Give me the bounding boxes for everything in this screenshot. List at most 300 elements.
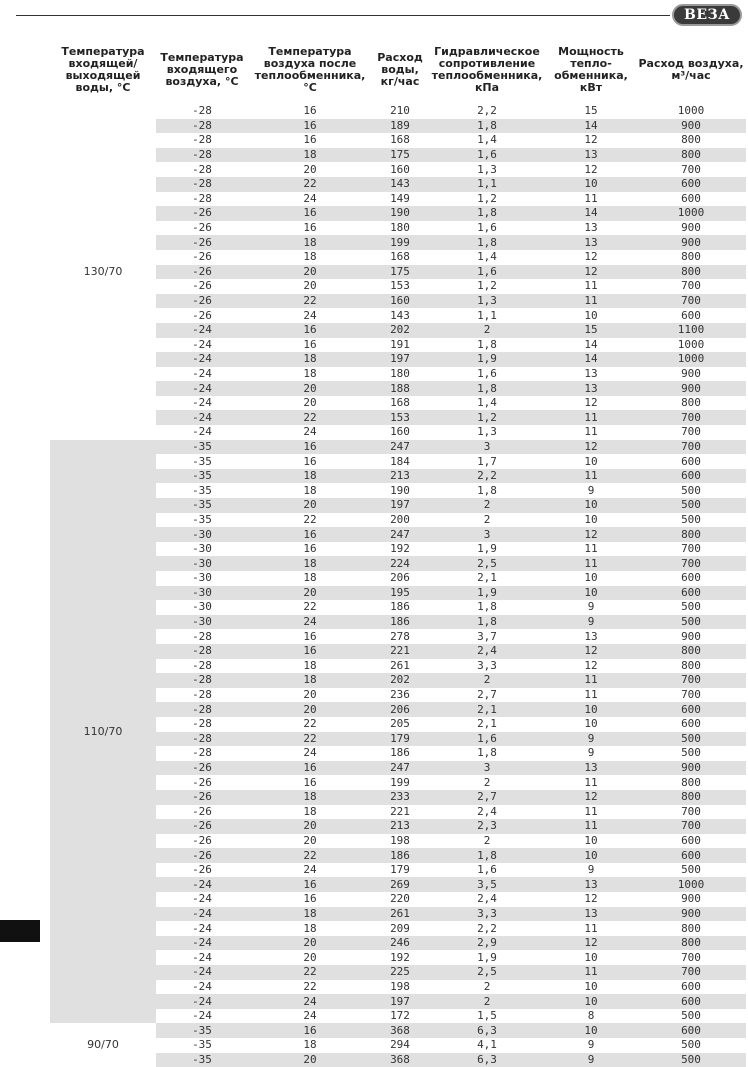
water-flow-cell: 206 <box>372 702 428 717</box>
water-flow-cell: 278 <box>390 629 410 643</box>
air-in-temp-cell: -30 <box>156 586 248 601</box>
air-out-temp-cell: 24 <box>303 863 317 877</box>
page-edge-tab <box>0 920 40 942</box>
air-in-temp-cell: -24 <box>156 907 248 922</box>
water-flow-cell: 247 <box>372 527 428 542</box>
water-flow-cell: 294 <box>390 1038 410 1052</box>
air-out-temp-cell: 18 <box>248 352 372 367</box>
water-flow-cell: 195 <box>372 586 428 601</box>
power-cell: 14 <box>546 206 636 221</box>
power-cell: 12 <box>546 790 636 805</box>
air-out-temp-cell: 16 <box>303 133 317 147</box>
power-cell: 10 <box>546 702 636 717</box>
power-cell: 11 <box>584 775 598 789</box>
air-flow-cell: 1100 <box>636 323 746 338</box>
hydraulic-resistance-cell: 1,2 <box>428 410 546 425</box>
air-out-temp-cell: 18 <box>303 658 317 672</box>
air-flow-cell: 900 <box>636 119 746 134</box>
water-flow-cell: 197 <box>372 994 428 1009</box>
water-flow-cell: 180 <box>390 366 410 380</box>
hydraulic-resistance-cell: 2 <box>483 833 491 847</box>
air-out-temp-cell: 22 <box>248 410 372 425</box>
air-flow-cell: 800 <box>681 775 701 789</box>
air-in-temp-cell: -24 <box>156 936 248 951</box>
power-cell: 11 <box>546 469 636 484</box>
hydraulic-resistance-cell: 2,9 <box>428 936 546 951</box>
hydraulic-resistance-cell: 3 <box>428 440 546 455</box>
water-temp-group-label: 110/70 <box>50 440 156 1024</box>
power-cell: 8 <box>587 1009 595 1023</box>
table-body <box>50 104 746 1067</box>
heater-spec-table <box>50 36 746 1067</box>
water-flow-cell: 213 <box>372 819 428 834</box>
water-flow-cell: 198 <box>390 833 410 847</box>
air-out-temp-cell: 22 <box>248 177 372 192</box>
air-out-temp-cell: 16 <box>303 337 317 351</box>
power-cell: 14 <box>546 119 636 134</box>
hydraulic-resistance-cell: 2 <box>428 994 546 1009</box>
air-out-temp-cell: 20 <box>303 162 317 176</box>
power-cell: 12 <box>546 265 636 280</box>
hydraulic-resistance-cell: 6,3 <box>428 1023 546 1038</box>
air-in-temp-cell: -28 <box>156 119 248 134</box>
hydraulic-resistance-cell: 1,8 <box>428 235 546 250</box>
hydraulic-resistance-cell: 3,3 <box>477 658 497 672</box>
water-flow-cell: 246 <box>372 936 428 951</box>
air-flow-cell: 600 <box>681 979 701 993</box>
power-cell: 11 <box>584 542 598 556</box>
air-out-temp-cell: 18 <box>248 673 372 688</box>
air-in-temp-cell: -28 <box>192 104 212 118</box>
power-cell: 10 <box>584 512 598 526</box>
air-in-temp-cell: -24 <box>156 352 248 367</box>
air-in-temp-cell: -30 <box>192 571 212 585</box>
power-cell: 12 <box>584 892 598 906</box>
air-flow-cell: 600 <box>681 308 701 322</box>
air-in-temp-cell: -26 <box>192 221 212 235</box>
hydraulic-resistance-cell: 4,1 <box>477 1038 497 1052</box>
air-out-temp-cell: 18 <box>248 556 372 571</box>
power-cell: 11 <box>584 279 598 293</box>
air-in-temp-cell: -35 <box>192 512 212 526</box>
air-in-temp-cell: -26 <box>192 775 212 789</box>
hydraulic-resistance-cell: 1,1 <box>477 308 497 322</box>
air-flow-cell: 500 <box>681 512 701 526</box>
hydraulic-resistance-cell: 1,6 <box>477 863 497 877</box>
hydraulic-resistance-cell: 1,3 <box>477 162 497 176</box>
air-flow-cell: 800 <box>636 265 746 280</box>
air-in-temp-cell: -24 <box>156 877 248 892</box>
hydraulic-resistance-cell: 1,4 <box>477 133 497 147</box>
water-flow-cell: 168 <box>390 250 410 264</box>
air-flow-cell: 700 <box>681 688 701 702</box>
water-flow-cell: 186 <box>390 746 410 760</box>
air-out-temp-cell: 22 <box>303 979 317 993</box>
air-in-temp-cell: -28 <box>192 629 212 643</box>
power-cell: 11 <box>584 191 598 205</box>
water-flow-cell: 153 <box>390 279 410 293</box>
hydraulic-resistance-cell: 3,3 <box>428 907 546 922</box>
air-flow-cell: 1000 <box>636 206 746 221</box>
air-in-temp-cell: -24 <box>156 323 248 338</box>
power-cell: 12 <box>546 644 636 659</box>
air-out-temp-cell: 16 <box>303 104 317 118</box>
water-flow-cell: 179 <box>390 863 410 877</box>
hydraulic-resistance-cell: 1,3 <box>477 425 497 439</box>
power-cell: 13 <box>546 877 636 892</box>
hydraulic-resistance-cell: 1,4 <box>477 396 497 410</box>
water-flow-cell: 221 <box>372 644 428 659</box>
air-in-temp-cell: -35 <box>156 1023 248 1038</box>
air-out-temp-cell: 20 <box>303 688 317 702</box>
air-flow-cell: 700 <box>681 542 701 556</box>
power-cell: 13 <box>546 761 636 776</box>
power-cell: 12 <box>584 133 598 147</box>
air-out-temp-cell: 16 <box>248 440 372 455</box>
power-cell: 11 <box>584 921 598 935</box>
air-in-temp-cell: -28 <box>192 191 212 205</box>
air-out-temp-cell: 20 <box>303 279 317 293</box>
air-in-temp-cell: -28 <box>192 717 212 731</box>
water-flow-cell: 225 <box>372 965 428 980</box>
hydraulic-resistance-cell: 2,2 <box>428 469 546 484</box>
hydraulic-resistance-cell: 2,4 <box>477 892 497 906</box>
air-flow-cell: 700 <box>636 819 746 834</box>
air-flow-cell: 700 <box>681 950 701 964</box>
air-out-temp-cell: 18 <box>303 571 317 585</box>
air-in-temp-cell: -26 <box>192 250 212 264</box>
power-cell: 9 <box>587 600 595 614</box>
air-out-temp-cell: 20 <box>303 396 317 410</box>
air-in-temp-cell: -28 <box>156 644 248 659</box>
air-flow-cell: 800 <box>681 921 701 935</box>
power-cell: 13 <box>546 148 636 163</box>
hydraulic-resistance-cell: 2 <box>483 512 491 526</box>
power-cell: 10 <box>584 454 598 468</box>
air-in-temp-cell: -28 <box>192 688 212 702</box>
air-out-temp-cell: 18 <box>248 907 372 922</box>
water-flow-cell: 368 <box>372 1053 428 1067</box>
air-out-temp-cell: 16 <box>303 221 317 235</box>
power-cell: 9 <box>546 1053 636 1067</box>
power-cell: 10 <box>584 717 598 731</box>
hydraulic-resistance-cell: 2,1 <box>428 702 546 717</box>
water-flow-cell: 175 <box>372 265 428 280</box>
air-out-temp-cell: 16 <box>303 892 317 906</box>
water-flow-cell: 160 <box>390 162 410 176</box>
air-out-temp-cell: 20 <box>248 586 372 601</box>
air-in-temp-cell: -28 <box>156 732 248 747</box>
hydraulic-resistance-cell: 3,5 <box>428 877 546 892</box>
hydraulic-resistance-cell: 2 <box>428 498 546 513</box>
air-flow-cell: 500 <box>681 483 701 497</box>
power-cell: 9 <box>587 483 595 497</box>
air-flow-cell: 800 <box>636 148 746 163</box>
air-flow-cell: 900 <box>636 235 746 250</box>
power-cell: 9 <box>587 746 595 760</box>
col-water-flow-header: Расход воды, кг/час <box>377 51 423 88</box>
air-in-temp-cell: -28 <box>156 177 248 192</box>
power-cell: 9 <box>546 615 636 630</box>
hydraulic-resistance-cell: 1,8 <box>477 483 497 497</box>
air-flow-cell: 700 <box>636 440 746 455</box>
air-in-temp-cell: -28 <box>192 162 212 176</box>
air-in-temp-cell: -24 <box>192 979 212 993</box>
water-flow-cell: 143 <box>372 177 428 192</box>
water-flow-cell: 188 <box>372 381 428 396</box>
air-flow-cell: 900 <box>681 366 701 380</box>
hydraulic-resistance-cell: 1,6 <box>477 221 497 235</box>
hydraulic-resistance-cell: 1,6 <box>428 265 546 280</box>
air-in-temp-cell: -24 <box>192 396 212 410</box>
water-flow-cell: 168 <box>390 396 410 410</box>
air-in-temp-cell: -26 <box>156 294 248 309</box>
col-power-header: Мощность тепло- обменника, кВт <box>554 45 628 94</box>
hydraulic-resistance-cell: 3 <box>428 761 546 776</box>
air-in-temp-cell: -28 <box>192 133 212 147</box>
hydraulic-resistance-cell: 2 <box>483 775 491 789</box>
power-cell: 9 <box>546 732 636 747</box>
air-in-temp-cell: -35 <box>156 498 248 513</box>
air-in-temp-cell: -28 <box>192 658 212 672</box>
air-in-temp-cell: -26 <box>156 848 248 863</box>
hydraulic-resistance-cell: 2,2 <box>477 921 497 935</box>
air-flow-cell: 700 <box>681 425 701 439</box>
air-flow-cell: 500 <box>636 732 746 747</box>
air-flow-cell: 1000 <box>636 352 746 367</box>
air-flow-cell: 500 <box>636 498 746 513</box>
table-row <box>50 1023 746 1038</box>
hydraulic-resistance-cell: 1,6 <box>428 148 546 163</box>
air-in-temp-cell: -28 <box>156 673 248 688</box>
power-cell: 10 <box>546 498 636 513</box>
power-cell: 10 <box>584 308 598 322</box>
hydraulic-resistance-cell: 1,5 <box>477 1009 497 1023</box>
hydraulic-resistance-cell: 1,1 <box>428 177 546 192</box>
hydraulic-resistance-cell: 1,9 <box>428 586 546 601</box>
hydraulic-resistance-cell: 2,7 <box>428 790 546 805</box>
air-flow-cell: 700 <box>636 556 746 571</box>
hydraulic-resistance-cell: 1,7 <box>477 454 497 468</box>
power-cell: 11 <box>584 688 598 702</box>
water-flow-cell: 221 <box>390 804 410 818</box>
air-flow-cell: 900 <box>636 761 746 776</box>
hydraulic-resistance-cell: 2,3 <box>428 819 546 834</box>
power-cell: 14 <box>584 337 598 351</box>
air-flow-cell: 600 <box>636 848 746 863</box>
air-in-temp-cell: -24 <box>156 381 248 396</box>
air-flow-cell: 800 <box>636 790 746 805</box>
header-rule <box>16 15 670 16</box>
air-in-temp-cell: -26 <box>156 790 248 805</box>
air-out-temp-cell: 16 <box>248 119 372 134</box>
power-cell: 9 <box>587 1038 595 1052</box>
power-cell: 11 <box>546 965 636 980</box>
air-out-temp-cell: 16 <box>248 323 372 338</box>
hydraulic-resistance-cell: 1,3 <box>428 294 546 309</box>
air-in-temp-cell: -24 <box>156 410 248 425</box>
air-out-temp-cell: 20 <box>248 819 372 834</box>
air-in-temp-cell: -35 <box>192 454 212 468</box>
power-cell: 13 <box>584 366 598 380</box>
air-flow-cell: 800 <box>681 396 701 410</box>
water-flow-cell: 175 <box>372 148 428 163</box>
air-out-temp-cell: 22 <box>303 717 317 731</box>
hydraulic-resistance-cell: 2,1 <box>477 717 497 731</box>
air-in-temp-cell: -26 <box>192 804 212 818</box>
air-flow-cell: 800 <box>636 527 746 542</box>
hydraulic-resistance-cell: 1,8 <box>477 746 497 760</box>
air-in-temp-cell: -26 <box>156 206 248 221</box>
water-flow-cell: 224 <box>372 556 428 571</box>
air-in-temp-cell: -28 <box>156 702 248 717</box>
air-in-temp-cell: -26 <box>156 761 248 776</box>
hydraulic-resistance-cell: 1,8 <box>428 119 546 134</box>
water-flow-cell: 206 <box>390 571 410 585</box>
air-out-temp-cell: 16 <box>248 527 372 542</box>
hydraulic-resistance-cell: 1,4 <box>477 250 497 264</box>
air-out-temp-cell: 16 <box>303 775 317 789</box>
air-in-temp-cell: -26 <box>156 235 248 250</box>
power-cell: 10 <box>546 848 636 863</box>
air-out-temp-cell: 18 <box>303 483 317 497</box>
air-flow-cell: 600 <box>636 469 746 484</box>
air-flow-cell: 800 <box>681 133 701 147</box>
air-out-temp-cell: 20 <box>303 950 317 964</box>
water-flow-cell: 261 <box>390 658 410 672</box>
air-out-temp-cell: 24 <box>303 308 317 322</box>
air-in-temp-cell: -24 <box>192 950 212 964</box>
air-in-temp-cell: -28 <box>192 746 212 760</box>
air-in-temp-cell: -26 <box>192 863 212 877</box>
air-in-temp-cell: -24 <box>192 366 212 380</box>
hydraulic-resistance-cell: 2 <box>428 673 546 688</box>
water-flow-cell: 179 <box>372 732 428 747</box>
table-header <box>50 36 746 104</box>
air-out-temp-cell: 24 <box>303 746 317 760</box>
air-flow-cell: 500 <box>681 1038 701 1052</box>
hydraulic-resistance-cell: 2,5 <box>428 965 546 980</box>
air-in-temp-cell: -26 <box>192 279 212 293</box>
air-in-temp-cell: -26 <box>156 819 248 834</box>
air-out-temp-cell: 18 <box>248 790 372 805</box>
water-flow-cell: 184 <box>390 454 410 468</box>
water-flow-cell: 172 <box>390 1009 410 1023</box>
water-flow-cell: 213 <box>372 469 428 484</box>
air-out-temp-cell: 18 <box>303 804 317 818</box>
air-out-temp-cell: 20 <box>248 381 372 396</box>
air-flow-cell: 600 <box>681 717 701 731</box>
air-in-temp-cell: -30 <box>192 542 212 556</box>
air-out-temp-cell: 16 <box>303 454 317 468</box>
air-out-temp-cell: 18 <box>303 921 317 935</box>
air-in-temp-cell: -24 <box>156 994 248 1009</box>
water-flow-cell: 191 <box>390 337 410 351</box>
water-flow-cell: 202 <box>372 323 428 338</box>
air-flow-cell: 600 <box>681 454 701 468</box>
table-row <box>50 104 746 119</box>
power-cell: 13 <box>584 221 598 235</box>
air-out-temp-cell: 22 <box>248 848 372 863</box>
air-in-temp-cell: -28 <box>156 148 248 163</box>
water-flow-cell: 189 <box>372 119 428 134</box>
power-cell: 15 <box>546 323 636 338</box>
hydraulic-resistance-cell: 1,8 <box>428 206 546 221</box>
power-cell: 11 <box>546 294 636 309</box>
air-out-temp-cell: 24 <box>248 615 372 630</box>
power-cell: 13 <box>546 235 636 250</box>
air-flow-cell: 600 <box>681 191 701 205</box>
water-flow-cell: 160 <box>390 425 410 439</box>
logo-text: ВЕЗА <box>683 7 730 23</box>
col-air-flow-header: Расход воздуха, м³/час <box>638 57 744 82</box>
air-flow-cell: 700 <box>636 410 746 425</box>
air-flow-cell: 600 <box>636 702 746 717</box>
hydraulic-resistance-cell: 2,4 <box>477 804 497 818</box>
air-flow-cell: 800 <box>636 936 746 951</box>
power-cell: 10 <box>584 950 598 964</box>
air-in-temp-cell: -35 <box>192 483 212 497</box>
col-hydraulic-resistance-header: Гидравлическое сопротивление теплообменника, кПа <box>431 45 543 94</box>
air-out-temp-cell: 18 <box>303 366 317 380</box>
air-in-temp-cell: -24 <box>192 1009 212 1023</box>
air-out-temp-cell: 16 <box>248 206 372 221</box>
air-out-temp-cell: 24 <box>303 191 317 205</box>
hydraulic-resistance-cell: 3 <box>428 527 546 542</box>
air-flow-cell: 500 <box>636 615 746 630</box>
hydraulic-resistance-cell: 2,7 <box>477 688 497 702</box>
air-in-temp-cell: -35 <box>156 440 248 455</box>
hydraulic-resistance-cell: 1,8 <box>477 600 497 614</box>
power-cell: 12 <box>584 658 598 672</box>
water-flow-cell: 190 <box>372 206 428 221</box>
air-flow-cell: 600 <box>681 571 701 585</box>
water-flow-cell: 143 <box>390 308 410 322</box>
water-flow-cell: 220 <box>390 892 410 906</box>
air-flow-cell: 900 <box>681 629 701 643</box>
air-flow-cell: 600 <box>636 586 746 601</box>
power-cell: 10 <box>584 979 598 993</box>
water-flow-cell: 233 <box>372 790 428 805</box>
air-flow-cell: 500 <box>681 863 701 877</box>
power-cell: 9 <box>587 863 595 877</box>
air-flow-cell: 700 <box>636 673 746 688</box>
power-cell: 11 <box>584 804 598 818</box>
power-cell: 12 <box>584 396 598 410</box>
hydraulic-resistance-cell: 1,2 <box>477 279 497 293</box>
air-in-temp-cell: -30 <box>192 600 212 614</box>
hydraulic-resistance-cell: 1,6 <box>477 366 497 380</box>
air-flow-cell: 800 <box>681 658 701 672</box>
water-flow-cell: 209 <box>390 921 410 935</box>
power-cell: 12 <box>546 527 636 542</box>
air-in-temp-cell: -24 <box>192 425 212 439</box>
hydraulic-resistance-cell: 2 <box>428 323 546 338</box>
hydraulic-resistance-cell: 2,1 <box>477 571 497 585</box>
air-in-temp-cell: -35 <box>156 469 248 484</box>
water-flow-cell: 149 <box>390 191 410 205</box>
hydraulic-resistance-cell: 6,3 <box>428 1053 546 1067</box>
water-flow-cell: 199 <box>372 235 428 250</box>
water-flow-cell: 186 <box>372 615 428 630</box>
power-cell: 11 <box>546 556 636 571</box>
air-out-temp-cell: 22 <box>248 965 372 980</box>
air-flow-cell: 900 <box>681 892 701 906</box>
col-air-out-temp-header: Температура воздуха после теплообменника, °С <box>254 45 366 94</box>
water-flow-cell: 261 <box>372 907 428 922</box>
air-flow-cell: 500 <box>681 746 701 760</box>
water-flow-cell: 198 <box>390 979 410 993</box>
